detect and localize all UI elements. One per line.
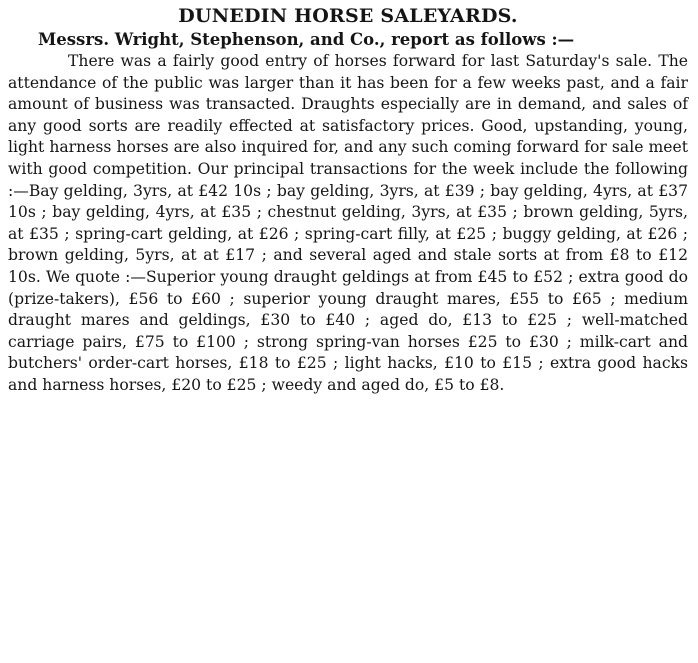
- lead-paragraph: [8, 28, 688, 51]
- lead-text: Messrs. Wright, Stephenson, and Co., report as follows :—: [38, 30, 575, 49]
- report-body: There was a fairly good entry of horses forward for last Saturday's sale. The attendance of the public was larger than it has been for a few weeks past, and a fair amount of business was transacted. Draughts especially are in demand, and sales of any good sorts are readily effected at satisfactory prices. Good, upstanding, young, light harness horses are also inquired for, and any such coming forward for sale meet with good competition. Our principal transactions for the week include the following :—Bay gelding, 3yrs, at £42 10s ; bay gelding, 3yrs, at £39 ; bay gelding, 4yrs, at £37 10s ; bay gelding, 4yrs, at £35 ; chestnut gelding, 3yrs, at £35 ; brown gelding, 5yrs, at £35 ; spring-cart gelding, at £26 ; spring-cart filly, at £25 ; buggy gelding, at £26 ; brown gelding, 5yrs, at at £17 ; and several aged and stale sorts at from £8 to £12 10s. We quote :—Superior young draught geldings at from £45 to £52 ; extra good do (prize-takers), £56 to £60 ; superior young draught mares, £55 to £65 ; medium draught mares and geldings, £30 to £40 ; aged do, £13 to £25 ; well-matched carriage pairs, £75 to £100 ; strong spring-van horses £25 to £30 ; milk-cart and butchers' order-cart horses, £18 to £25 ; light hacks, £10 to £15 ; extra good hacks and harness horses, £20 to £25 ; weedy and aged do, £5 to £8.: [8, 52, 688, 394]
- headline: DUNEDIN HORSE SALEYARDS.: [178, 5, 518, 27]
